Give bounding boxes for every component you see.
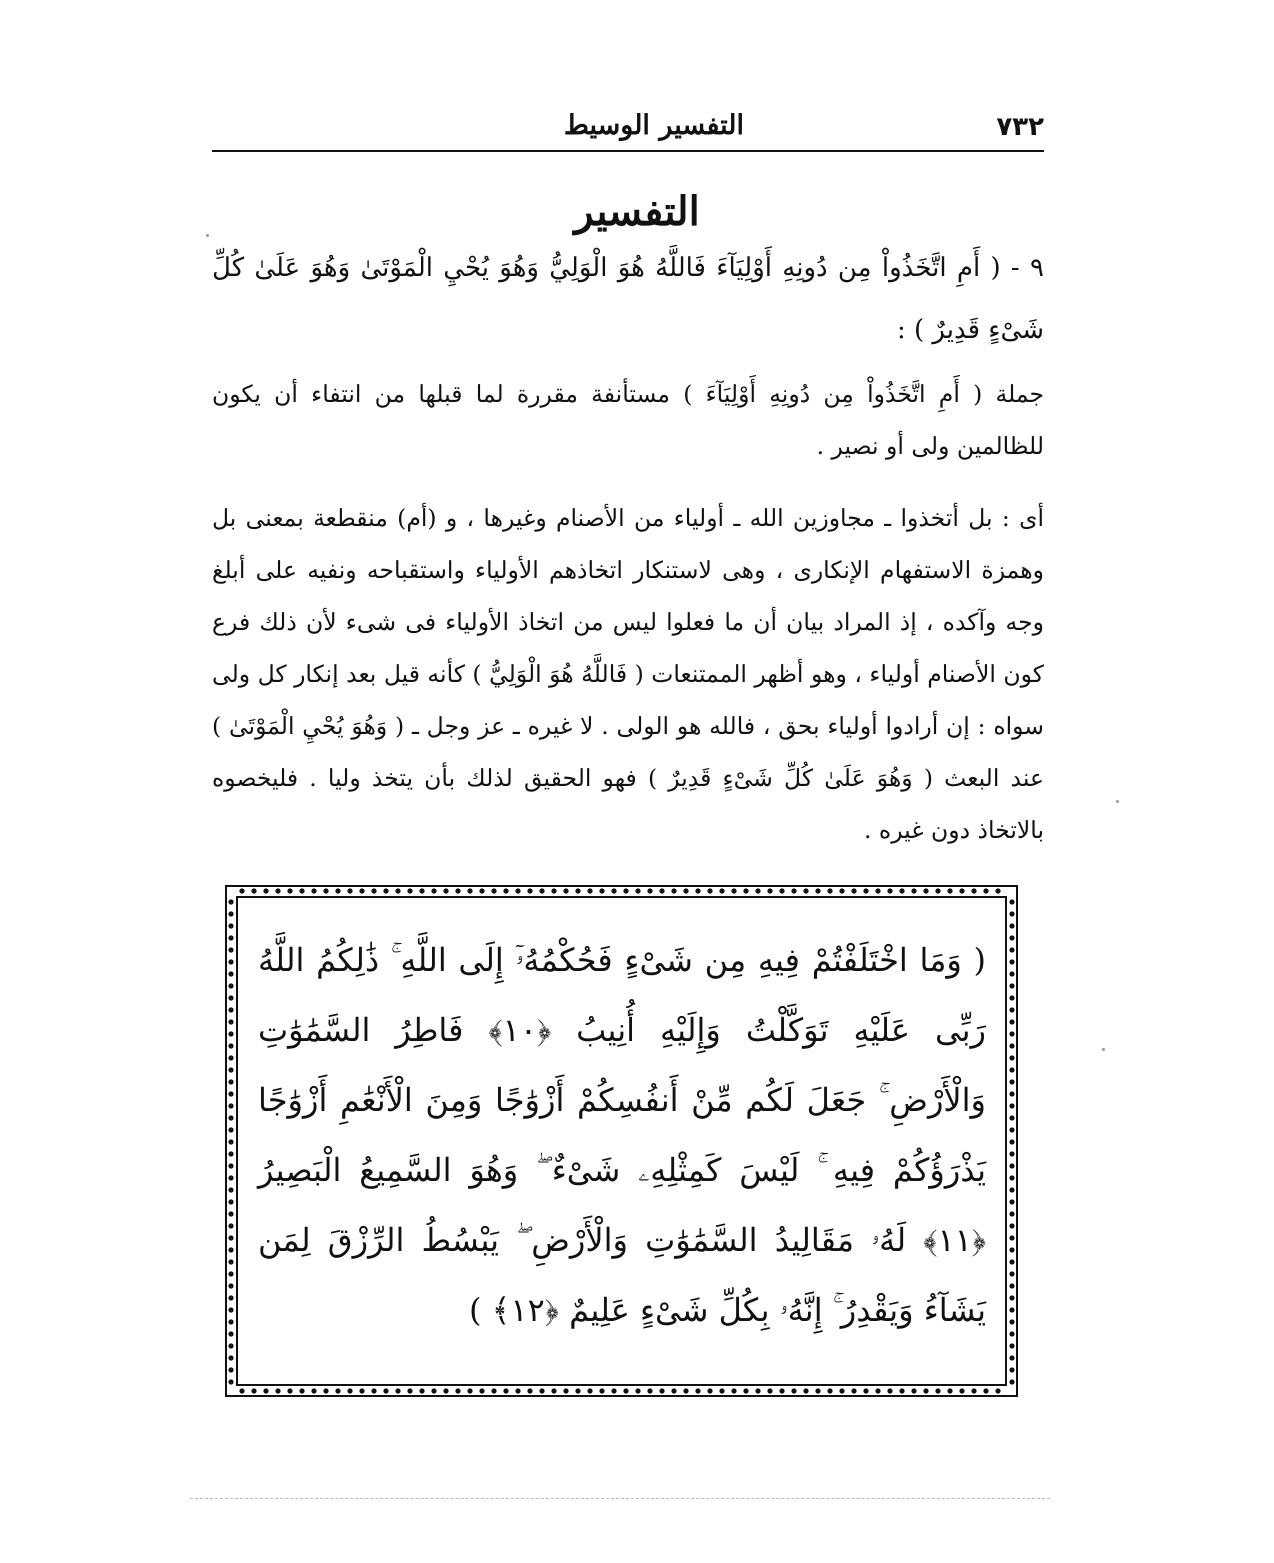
scan-bottom-line (190, 1498, 1050, 1499)
running-title: التفسير الوسيط (563, 110, 744, 141)
quran-box-dotted-border-right (1008, 896, 1016, 1386)
commentary-paragraph-1: جملة ( أَمِ اتَّخَذُواْ مِن دُونِهِ أَوْلِيَآءَ ) مستأنفة مقررة لما قبلها من انتفاء أن يكون للظالمين ولى أو نصير . (212, 380, 1044, 460)
scan-speck (1116, 800, 1119, 803)
section-title: التفسير (574, 188, 700, 235)
commentary-paragraph-2: أى : بل أتخذوا ـ مجاوزين الله ـ أولياء من الأصنام وغيرها ، و (أم) منقطعة بمعنى بل وهمزة الاستفهام الإنكارى ، وهى لاستنكار اتخاذهم الأولياء واستقباحه ونفيه على أبلغ وجه وآكده ، إذ المراد بيان أن ما فعلوا ليس من اتخاذ الأولياء فى شىء لأن ذلك فرع كون الأصنام أولياء ، وهو أظهر الممتنعات ( فَاللَّهُ هُوَ الْوَلِيُّ ) كأنه قيل بعد إنكار كل ولى سواه : إن أرادوا أولياء بحق ، فالله هو الولى . لا غيره ـ عز وجل ـ ( وَهُوَ يُحْيِ الْمَوْتَىٰ ) عند البعث ( وَهُوَ عَلَىٰ كُلِّ شَىْءٍ قَدِيرٌ ) فهو الحقيق لذلك بأن يتخذ وليا . فليخصوه بالاتخاذ دون غيره . (212, 504, 1044, 844)
quran-box-dotted-border-bottom (236, 1387, 1007, 1395)
header-rule (212, 150, 1044, 152)
scan-speck (1102, 1048, 1105, 1051)
quran-box-dotted-border-top (236, 887, 1007, 895)
running-header (212, 108, 1044, 152)
scan-speck (206, 234, 209, 237)
quran-verses: ( وَمَا اخْتَلَفْتُمْ فِيهِ مِن شَىْءٍ فَحُكْمُهُۥٓ إِلَى اللَّهِ ۚ ذَٰلِكُمُ اللَّهُ رَبِّى عَلَيْهِ تَوَكَّلْتُ وَإِلَيْهِ أُنِيبُ ﴿١٠﴾ فَاطِرُ السَّمَٰوَٰتِ وَالْأَرْضِ ۚ جَعَلَ لَكُم مِّنْ أَنفُسِكُمْ أَزْوَٰجًا وَمِنَ الْأَنْعَٰمِ أَزْوَٰجًا يَذْرَؤُكُمْ فِيهِ ۚ لَيْسَ كَمِثْلِهِۦ شَىْءٌ ۖ وَهُوَ السَّمِيعُ الْبَصِيرُ ﴿١١﴾ لَهُۥ مَقَالِيدُ السَّمَٰوَٰتِ وَالْأَرْضِ ۖ يَبْسُطُ الرِّزْقَ لِمَن يَشَآءُ وَيَقْدِرُ ۚ إِنَّهُۥ بِكُلِّ شَىْءٍ عَلِيمٌ ﴿١٢﴾ ) (258, 941, 986, 1329)
page-number: ٧٣٢ (996, 112, 1044, 142)
verse-heading: ٩ - ( أَمِ اتَّخَذُواْ مِن دُونِهِ أَوْلِيَآءَ فَاللَّهُ هُوَ الْوَلِيُّ وَهُوَ يُحْيِ الْمَوْتَىٰ وَهُوَ عَلَىٰ كُلِّ شَىْءٍ قَدِيرٌ ) : (212, 253, 1044, 345)
quran-box-dotted-border-left (227, 896, 235, 1386)
